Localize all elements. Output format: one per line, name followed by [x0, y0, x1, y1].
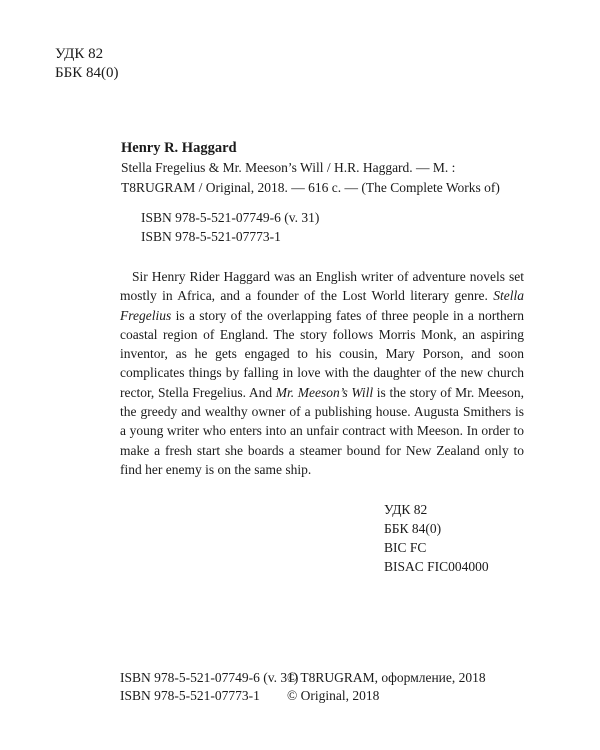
copyright-design: © T8RUGRAM, оформление, 2018 — [287, 670, 486, 685]
bibliographic-description-line1: Stella Fregelius & Mr. Meeson’s Will / H.R. Haggard. — М. : — [121, 160, 456, 175]
udk-code: УДК 82 — [55, 46, 104, 62]
annotation-text-part3: is the story of Mr. Meeson, the greedy and wealthy owner of a publishing house. Augusta Smithers is a young writer who enters into an unfair contract with Meeson. In order to make a fresh start she boards a steamer bound for New Zealand only to find her enemy is on the same ship. — [120, 384, 524, 477]
bic-code: BIC FC — [384, 540, 427, 555]
annotation-text-part1: Sir Henry Rider Haggard was an English writer of adventure novels set mostly in Africa, and a founder of the Lost World literary genre. — [120, 269, 524, 304]
bibliographic-description-line2: T8RUGRAM / Original, 2018. — 616 с. — (The Complete Works of) — [121, 180, 500, 195]
bisac-code: BISAC FIC004000 — [384, 559, 489, 574]
footer-copyright — [287, 669, 486, 705]
copyright-text: © Original, 2018 — [287, 688, 380, 703]
annotation-text-part2: is a story of the overlapping fates of three people in a northern coastal region of England. The story follows Morris Monk, an aspiring inventor, as he gets engaged to his cousin, Mary Porson, and soon complicates things by falling in love with the daughter of the new church rector, Stella Fregelius. And — [120, 307, 524, 400]
bbk-code: ББК 84(0) — [55, 65, 119, 81]
isbn-series: ISBN 978-5-521-07773-1 — [141, 229, 281, 244]
catalog-record — [121, 138, 521, 198]
annotation-paragraph — [120, 267, 524, 479]
book-annotation — [120, 267, 524, 479]
top-classification — [55, 45, 118, 83]
isbn-volume: ISBN 978-5-521-07749-6 (v. 31) — [141, 210, 320, 225]
bottom-classification — [384, 500, 489, 576]
annotation-title-stella: Stella Fregelius — [120, 288, 524, 323]
footer-isbn-series: ISBN 978-5-521-07773-1 — [120, 688, 260, 703]
author-name: Henry R. Haggard — [121, 140, 237, 156]
annotation-title-meeson: Mr. Meeson’s Will — [275, 384, 374, 400]
bbk-code-bottom: ББК 84(0) — [384, 521, 442, 536]
footer-isbn-volume: ISBN 978-5-521-07749-6 (v. 31) — [120, 670, 299, 685]
footer-isbn — [120, 669, 298, 705]
isbn-block — [141, 208, 319, 246]
udk-code-bottom: УДК 82 — [384, 502, 428, 517]
